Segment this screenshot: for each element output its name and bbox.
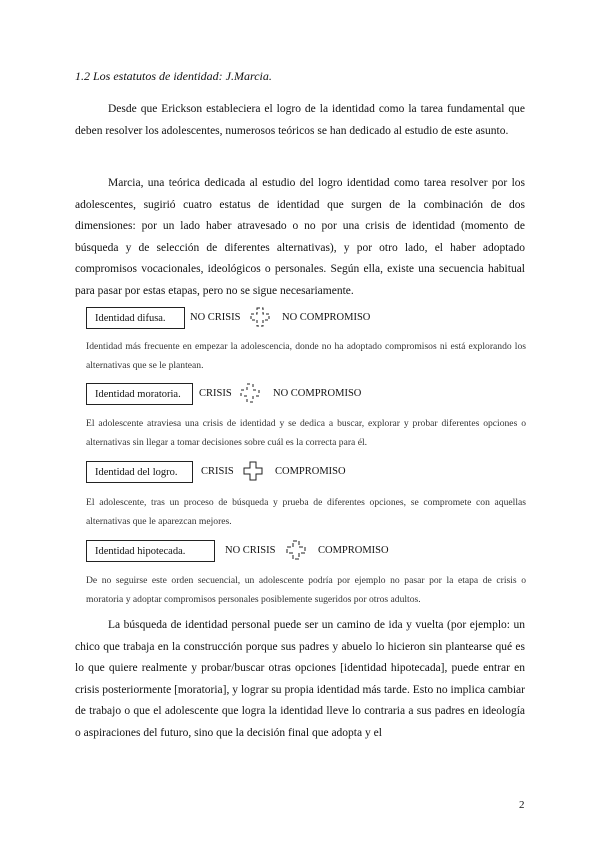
cross-icon xyxy=(243,461,263,481)
status-box-moratoria: Identidad moratoria. xyxy=(86,383,193,405)
commitment-label-moratoria: NO COMPROMISO xyxy=(273,388,362,399)
status-description-logro: El adolescente, tras un proceso de búsqueda y prueba de diferentes opciones, se compromete con aquellas alternativas que le aparezcan mejores. xyxy=(86,497,526,527)
paragraph-intro-text: Desde que Erickson estableciera el logro de la identidad como la tarea fundamental que deben resolver los adolescentes, numerosos teóricos se han dedicado al estudio de este asunto. xyxy=(75,103,525,137)
commitment-label-difusa: NO COMPROMISO xyxy=(282,312,371,323)
commitment-label-logro: COMPROMISO xyxy=(275,466,346,477)
section-heading: 1.2 Los estatutos de identidad: J.Marcia. xyxy=(75,69,272,83)
status-box-hipotecada: Identidad hipotecada. xyxy=(86,540,215,562)
commitment-label-hipotecada: COMPROMISO xyxy=(318,545,389,556)
crisis-label-logro: CRISIS xyxy=(201,466,234,477)
status-description-hipotecada: De no seguirse este orden secuencial, un adolescente podría por ejemplo no pasar por la etapa de crisis o moratoria y adoptar compromisos personales posiblemente sugeridos por otros adultos. xyxy=(86,575,526,605)
cross-icon xyxy=(286,540,306,560)
status-description-difusa: Identidad más frecuente en empezar la adolescencia, donde no ha adoptado compromisos ni está explorando los alternativas que se le plantean. xyxy=(86,341,526,371)
crisis-label-hipotecada: NO CRISIS xyxy=(225,545,276,556)
paragraph-intro xyxy=(75,99,525,142)
crisis-label-difusa: NO CRISIS xyxy=(190,312,241,323)
crisis-label-moratoria: CRISIS xyxy=(199,388,232,399)
paragraph-marcia-text: Marcia, una teórica dedicada al estudio del logro identidad como tarea resolver por los adolescentes, sugirió cuatro estatus de identidad que surgen de la combinación de dos dimensiones: por un lado haber atravesado o no por una crisis de identidad (momento de búsqueda y de selección de diferentes alternativas), y por otro lado, el haber adoptado compromisos vocacionales, ideológicos o personales. Según ella, existe una secuencia habitual para pasar por estas etapas, pero no se sigue necesariamente. xyxy=(75,177,525,297)
page-number: 2 xyxy=(519,799,525,811)
paragraph-search-text: La búsqueda de identidad personal puede ser un camino de ida y vuelta (por ejemplo: un chico que trabaja en la construcción porque sus padres y abuelo lo hicieron sin plantearse qué es lo que quiere realmente y probar/buscar otras opciones [identidad hipotecada], puede entrar en crisis posteriormente [moratoria], y lograr su propia identidad más tarde. Esto no implica cambiar de trabajo o que el adolescente que logra la identidad lleve lo contraria a sus padres en ideología o aspiraciones del futuro, sino que la decisión final que adopta y el xyxy=(75,619,525,739)
status-box-logro: Identidad del logro. xyxy=(86,461,193,483)
cross-icon xyxy=(250,307,270,327)
cross-icon xyxy=(240,383,260,403)
paragraph-marcia xyxy=(75,173,525,303)
status-description-moratoria: El adolescente atraviesa una crisis de identidad y se dedica a buscar, explorar y probar diferentes opciones o alternativas sin llegar a tomar decisiones sobre cuál es la correcta para él. xyxy=(86,418,526,448)
status-box-difusa: Identidad difusa. xyxy=(86,307,185,329)
paragraph-search xyxy=(75,615,525,745)
